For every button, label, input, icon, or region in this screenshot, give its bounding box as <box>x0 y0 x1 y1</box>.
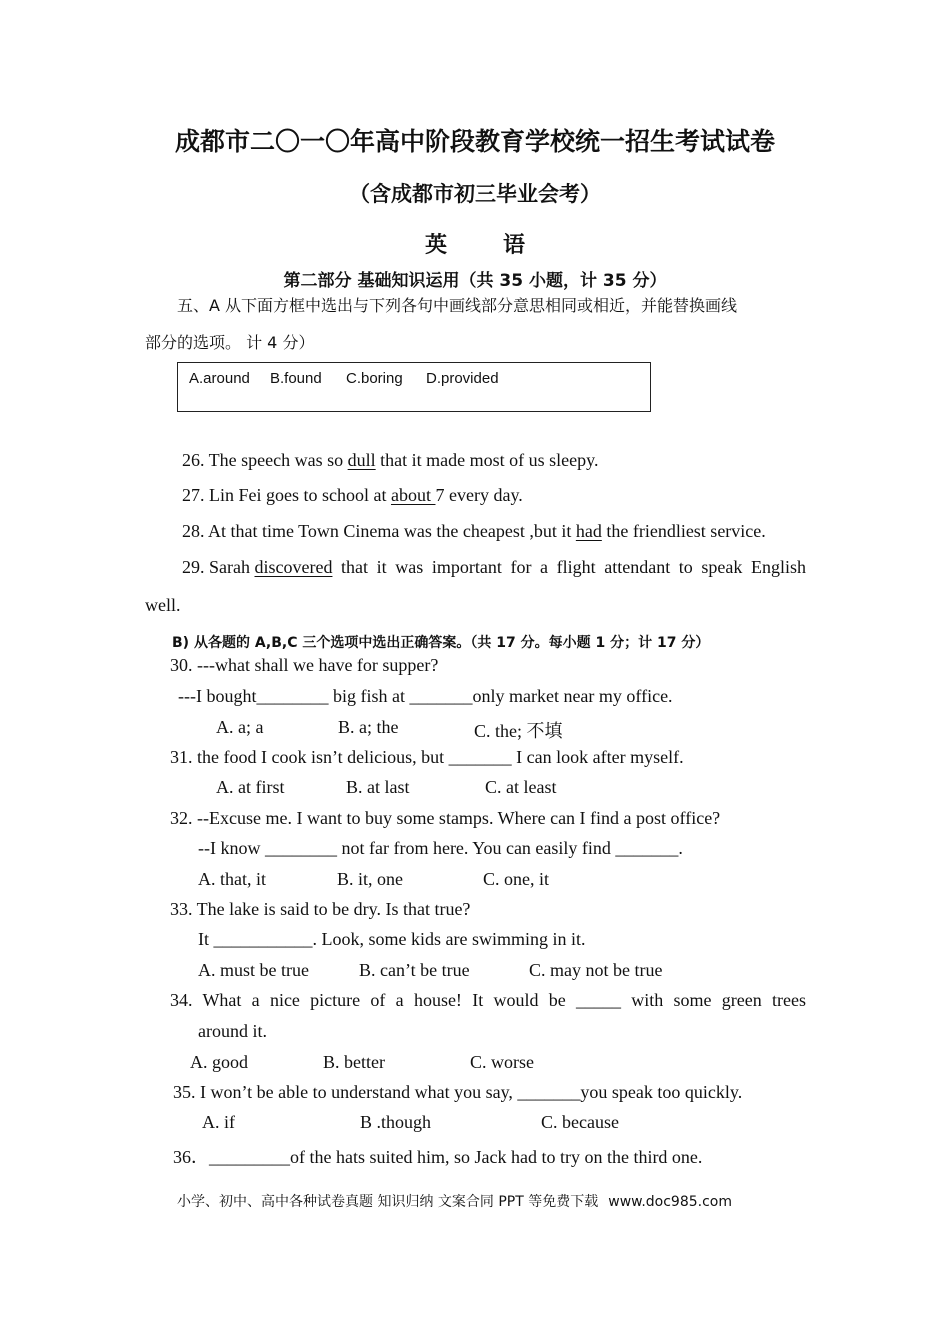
question-30: 30. ---what shall we have for supper? <box>170 655 439 675</box>
footer-url[interactable]: www.doc985.com <box>608 1194 732 1210</box>
exam-title: 成都市二〇一〇年高中阶段教育学校统一招生考试试卷 <box>174 127 775 156</box>
footer-text: 小学、初中、高中各种试卷真题 知识归纳 文案合同 PPT 等免费下载 www.doc985.com <box>177 1194 732 1210</box>
q30-option-c: C. the; 不填 <box>474 721 563 741</box>
q35-option-b: B .though <box>360 1112 432 1132</box>
underlined-word: had <box>575 521 602 541</box>
q31-option-a: A. at first <box>216 777 285 797</box>
subject-heading <box>0 228 950 259</box>
q34-option-a: A. good <box>190 1052 248 1072</box>
q32-option-a: A. that, it <box>198 869 266 889</box>
option-c: C.boring <box>346 370 403 387</box>
question-33-line-2: It ___________. Look, some kids are swimming in it. <box>198 929 586 949</box>
q35-option-c: C. because <box>541 1112 619 1132</box>
underlined-word: about <box>390 485 436 505</box>
question-34-line-2: around it. <box>198 1021 267 1041</box>
question-31: 31. the food I cook isn’t delicious, but _______ I can look after myself. <box>170 747 684 767</box>
question-29: 29. Sarah discovered that it was important for a flight attendant to speak English <box>182 557 806 577</box>
q35-option-a: A. if <box>202 1112 235 1132</box>
q31-option-c: C. at least <box>485 777 557 797</box>
question-35: 35. I won’t be able to understand what you say, _______you speak too quickly. <box>173 1082 743 1102</box>
q32-option-c: C. one, it <box>483 869 549 889</box>
q34-option-b: B. better <box>323 1052 385 1072</box>
q34-option-c: C. worse <box>470 1052 534 1072</box>
q32-option-b: B. it, one <box>337 869 403 889</box>
option-a: A.around <box>189 370 250 387</box>
option-d: D.provided <box>426 370 499 387</box>
subject-char-2: 语 <box>503 233 526 258</box>
question-29-cont: well. <box>145 595 181 615</box>
exam-subtitle: （含成都市初三毕业会考） <box>349 182 601 206</box>
question-32: 32. --Excuse me. I want to buy some stamps. Where can I find a post office? <box>170 808 721 828</box>
question-28: 28. At that time Town Cinema was the cheapest ,but it had the friendliest service. <box>182 521 766 541</box>
section-a-instruction-cont: 部分的选项。 计 4 分） <box>145 333 315 352</box>
question-26: 26. The speech was so dull that it made most of us sleepy. <box>182 450 599 470</box>
question-34: 34. What a nice picture of a house! It would be _____ with some green trees <box>170 990 806 1010</box>
question-36: 36．_________of the hats suited him, so Jack had to try on the third one. <box>173 1147 703 1167</box>
part-heading: 第二部分 基础知识运用（共 35 小题，计 35 分） <box>283 271 667 291</box>
q33-option-b: B. can’t be true <box>359 960 470 980</box>
option-b: B.found <box>270 370 322 387</box>
subject-char-1: 英 <box>424 233 447 258</box>
q31-option-b: B. at last <box>346 777 410 797</box>
question-27: 27. Lin Fei goes to school at about 7 every day. <box>182 485 523 505</box>
question-32-line-2: --I know ________ not far from here. You can easily find _______. <box>198 838 683 858</box>
section-b-instruction: B) 从各题的 A,B,C 三个选项中选出正确答案。（共 17 分。每小题 1 分；计 17 分） <box>172 635 710 651</box>
underlined-word: discovered <box>254 557 333 577</box>
section-a-instruction: 五、A 从下面方框中选出与下列各句中画线部分意思相同或相近，并能替换画线 <box>177 296 738 315</box>
question-33: 33. The lake is said to be dry. Is that true? <box>170 899 471 919</box>
options-box <box>177 362 651 412</box>
q33-option-a: A. must be true <box>198 960 309 980</box>
question-30-line-2: ---I bought________ big fish at _______only market near my office. <box>178 686 673 706</box>
q30-option-a: A. a; a <box>216 717 264 737</box>
q33-option-c: C. may not be true <box>529 960 663 980</box>
underlined-word: dull <box>347 450 376 470</box>
q30-option-b: B. a; the <box>338 717 399 737</box>
